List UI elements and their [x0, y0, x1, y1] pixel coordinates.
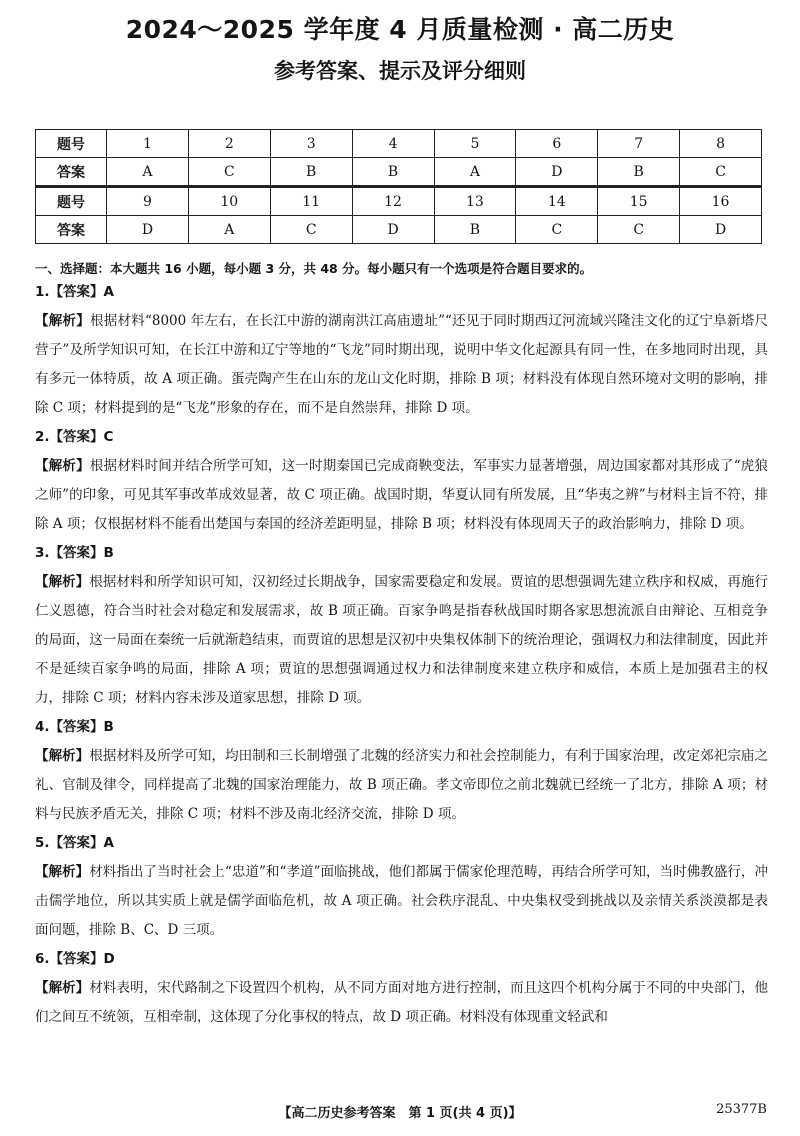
answer-label: 5.【答案】A	[35, 835, 114, 851]
question-number: 8	[680, 130, 762, 158]
question-number: 13	[434, 187, 516, 216]
explanation-paragraph	[35, 307, 768, 423]
answer-label: 3.【答案】B	[35, 545, 114, 561]
question-number: 2	[188, 130, 270, 158]
explanation-paragraph	[35, 742, 768, 829]
answer-table	[35, 129, 762, 244]
answer-cell: D	[352, 216, 434, 244]
explanation-text: 根据材料时间并结合所学可知，这一时期秦国已完成商鞅变法，军事实力显著增强，周边国家都对其形成了“虎狼之师”的印象，可见其军事改革成效显著，故 C 项正确。战国时期，华夏认同有所发展，且“华夷之辨”与材料主旨不符，排除 A 项；仅根据材料不能看出楚国与秦国的经济差距明显，排除 B 项；材料没有体现周天子的政治影响力，排除 D 项。	[35, 458, 769, 532]
question-number: 5	[434, 130, 516, 158]
answer-label: 4.【答案】B	[35, 719, 114, 735]
answer-cell: D	[107, 216, 189, 244]
answer-cell: C	[188, 158, 270, 187]
explanation-tag: 【解析】	[35, 313, 90, 329]
explanation-tag: 【解析】	[35, 980, 90, 996]
explanation-text: 根据材料及所学可知，均田制和三长制增强了北魏的经济实力和社会控制能力，有利于国家治理，改定郊祀宗庙之礼、官制及律令，同样提高了北魏的国家治理能力，故 B 项正确。孝文帝即位之前北魏就已经统一了北方，排除 A 项；材料与民族矛盾无关，排除 C 项；材料不涉及南北经济交流，排除 D 项。	[35, 748, 769, 822]
explanation-paragraph	[35, 452, 768, 539]
explanation-tag: 【解析】	[35, 748, 90, 764]
answer-cell: B	[598, 158, 680, 187]
question-number: 6	[516, 130, 598, 158]
question-number: 16	[680, 187, 762, 216]
answer-explanations	[35, 282, 768, 1036]
explanation-text: 根据材料和所学知识可知，汉初经过长期战争，国家需要稳定和发展。贾谊的思想强调先建立秩序和权威，再施行仁义恩德，符合当时社会对稳定和发展需求，故 B 项正确。百家争鸣是指春秋战国时期各家思想流派自由辩论、互相竞争的局面，这一局面在秦统一后就渐趋结束，而贾谊的思想是汉初中央集权体制下的统治理论，强调权力和法律制度，因此并不是延续百家争鸣的局面，排除 A 项；贾谊的思想强调通过权力和法律制度来建立秩序和威信，本质上是加强君主的权力，排除 C 项；材料内容未涉及道家思想，排除 D 项。	[35, 574, 769, 706]
answer-cell: C	[516, 216, 598, 244]
answer-cell: A	[107, 158, 189, 187]
answer-cell: D	[680, 216, 762, 244]
answer-cell: B	[352, 158, 434, 187]
question-number: 10	[188, 187, 270, 216]
explanation-text: 材料指出了当时社会上“忠道”和“孝道”面临挑战，他们都属于儒家伦理范畴，再结合所学可知，当时佛教盛行，冲击儒学地位，所以其实质上就是儒学面临危机，故 A 项正确。社会秩序混乱、中央集权受到挑战以及亲情关系淡漠都是表面问题，排除 B、C、D 三项。	[35, 864, 768, 938]
explanation-paragraph	[35, 858, 768, 945]
row-header-question: 题号	[36, 187, 107, 216]
answer-label: 2.【答案】C	[35, 429, 114, 445]
footer-code: 25377B	[716, 1102, 767, 1117]
page-footer	[0, 1102, 800, 1126]
answer-cell: B	[434, 216, 516, 244]
answer-cell: A	[434, 158, 516, 187]
answer-cell: B	[270, 158, 352, 187]
table-row-numbers-1	[36, 130, 762, 158]
answer-cell: C	[598, 216, 680, 244]
row-header-question: 题号	[36, 130, 107, 158]
question-number: 14	[516, 187, 598, 216]
answer-label: 6.【答案】D	[35, 951, 115, 967]
explanation-tag: 【解析】	[35, 574, 90, 590]
question-number: 15	[598, 187, 680, 216]
row-header-answer: 答案	[36, 216, 107, 244]
answer-cell: D	[516, 158, 598, 187]
question-number: 9	[107, 187, 189, 216]
explanation-paragraph	[35, 568, 768, 713]
section-heading: 一、选择题：本大题共 16 小题，每小题 3 分，共 48 分。每小题只有一个选项是符合题目要求的。	[35, 261, 593, 276]
answer-label: 1.【答案】A	[35, 284, 114, 300]
explanation-tag: 【解析】	[35, 864, 90, 880]
question-number: 4	[352, 130, 434, 158]
row-header-answer: 答案	[36, 158, 107, 187]
question-number: 7	[598, 130, 680, 158]
table-row-answers-1	[36, 158, 762, 187]
question-number: 12	[352, 187, 434, 216]
explanation-tag: 【解析】	[35, 458, 90, 474]
answer-cell: C	[270, 216, 352, 244]
explanation-text: 根据材料“8000 年左右，在长江中游的湖南洪江高庙遗址”“还见于同时期西辽河流域兴隆洼文化的辽宁阜新塔尺营子”及所学知识可知，在长江中游和辽宁等地的“飞龙”同时期出现，说明中华文化起源具有同一性，在多地同时出现，具有多元一体特质，故 A 项正确。蛋壳陶产生在山东的龙山文化时期，排除 B 项；材料没有体现自然环境对文明的影响，排除 C 项；材料提到的是“飞龙”形象的存在，而不是自然崇拜，排除 D 项。	[35, 313, 769, 416]
table-row-numbers-2	[36, 187, 762, 216]
page-subtitle: 参考答案、提示及评分细则	[274, 59, 526, 83]
answer-cell: A	[188, 216, 270, 244]
answer-cell: C	[680, 158, 762, 187]
question-number: 11	[270, 187, 352, 216]
footer-page-info: 【高二历史参考答案 第 1 页(共 4 页)】	[278, 1106, 522, 1121]
page-title: 2024～2025 学年度 4 月质量检测 · 高二历史	[125, 15, 675, 44]
explanation-paragraph	[35, 974, 768, 1032]
question-number: 1	[107, 130, 189, 158]
explanation-text: 材料表明，宋代路制之下设置四个机构，从不同方面对地方进行控制，而且这四个机构分属于不同的中央部门，他们之间互不统领，互相牵制，这体现了分化事权的特点，故 D 项正确。材料没有体现重文轻武和	[35, 980, 769, 1025]
table-row-answers-2	[36, 216, 762, 244]
question-number: 3	[270, 130, 352, 158]
